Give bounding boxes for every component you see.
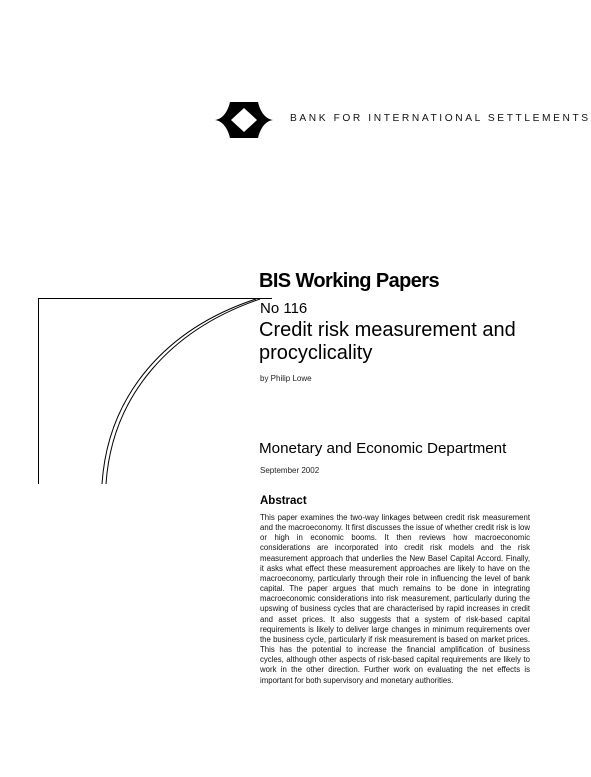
abstract-heading: Abstract [260,495,307,507]
organization-name: BANK FOR INTERNATIONAL SETTLEMENTS [290,113,591,124]
department-name: Monetary and Economic Department [259,440,507,457]
series-title: BIS Working Papers [259,270,439,292]
paper-title: Credit risk measurement and procyclicality [259,319,516,364]
bis-logo-icon [215,102,273,138]
paper-number: No 116 [260,300,308,317]
arc-figure-icon [38,298,272,484]
publication-date: September 2002 [260,466,320,475]
author-line: by Philip Lowe [260,374,312,383]
abstract-body: This paper examines the two-way linkages between credit risk measurement and the macroeconomy. It first discusses the issue of whether credit risk is low or high in economic booms. It then reviews how macroeconomic considerations are incorporated into credit risk models and the risk measurement approach that underlies the New Basel Capital Accord. Finally, it asks what effect these measurement approaches are likely to have on the macroeconomy, particularly through their role in influencing the level of bank capital. The paper argues that much remains to be done in integrating macroeconomic considerations into risk measurement, particularly during the upswing of business cycles that are characterised by rapid increases in credit and asset prices. It also suggests that a system of risk-based capital requirements is likely to deliver large changes in minimum requirements over the business cycle, particularly if risk measurement is based on market prices. This has the potential to increase the financial amplification of business cycles, although other aspects of risk-based capital requirements are likely to work in the other direction. Further work on evaluating the net effects is important for both supervisory and monetary authorities. [260,513,530,685]
